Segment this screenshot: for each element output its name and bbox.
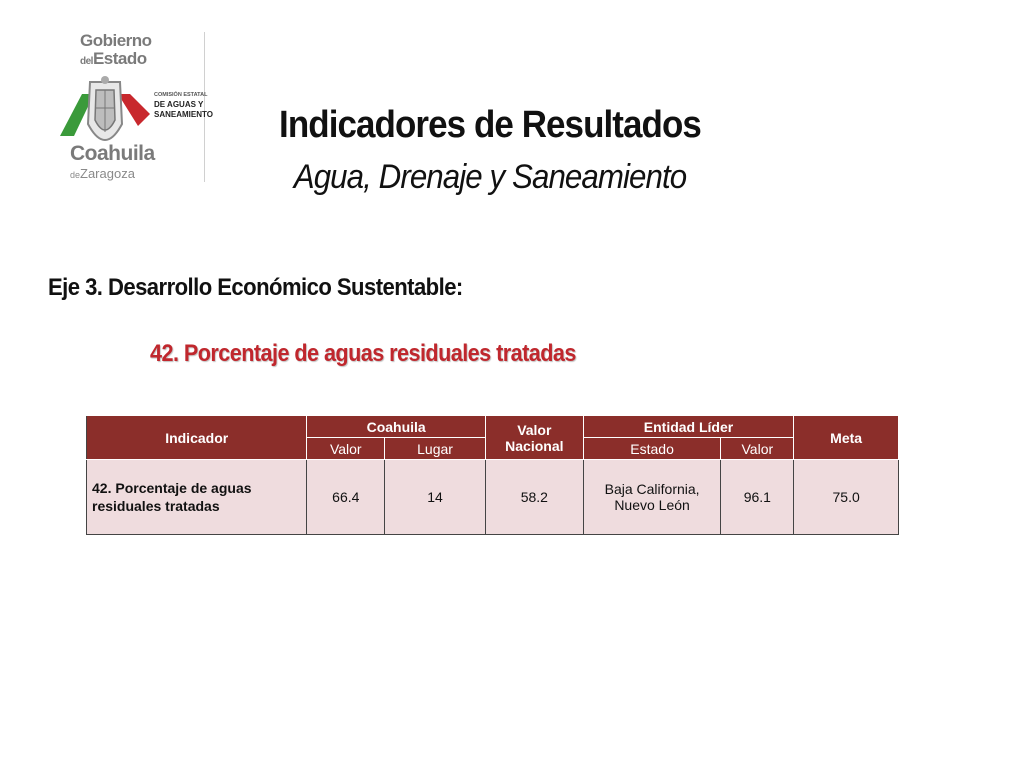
page-subtitle: Agua, Drenaje y Saneamiento [293,158,687,196]
header-meta: Meta [794,416,899,460]
logo-text-gobierno: Gobierno [80,31,152,50]
commission-line2: DE AGUAS Y [154,100,204,109]
indicator-heading: 42. Porcentaje de aguas residuales tratadas [150,340,576,367]
table-header-row [87,416,899,438]
commission-line1: COMISIÓN ESTATAL [154,92,208,98]
logo-text-de-zaragoza: deZaragoza [70,166,135,181]
header-coahuila: Coahuila [307,416,486,438]
logo-text-coahuila: Coahuila [70,142,155,165]
header-valor-nacional: Valor Nacional [485,416,583,460]
table-row [87,460,899,535]
subheader-coahuila-lugar: Lugar [385,438,486,460]
section-heading: Eje 3. Desarrollo Económico Sustentable: [48,274,463,301]
cell-meta: 75.0 [794,460,899,535]
cell-lider-valor: 96.1 [721,460,794,535]
logo-text-del-estado: delEstado [80,49,147,68]
subheader-lider-valor: Valor [721,438,794,460]
results-table [86,415,899,535]
commission-line3: SANEAMIENTO [154,110,213,119]
subheader-coahuila-valor: Valor [307,438,385,460]
cell-valor-nacional: 58.2 [485,460,583,535]
header-entidad-lider: Entidad Líder [583,416,794,438]
commission-logo [154,90,213,120]
cell-indicador: 42. Porcentaje de aguas residuales tratadas [87,460,307,535]
cell-lider-estado: Baja California, Nuevo León [583,460,721,535]
header-indicador: Indicador [87,416,307,460]
page-title: Indicadores de Resultados [279,104,701,146]
cell-coahuila-lugar: 14 [385,460,486,535]
cell-coahuila-valor: 66.4 [307,460,385,535]
subheader-lider-estado: Estado [583,438,721,460]
